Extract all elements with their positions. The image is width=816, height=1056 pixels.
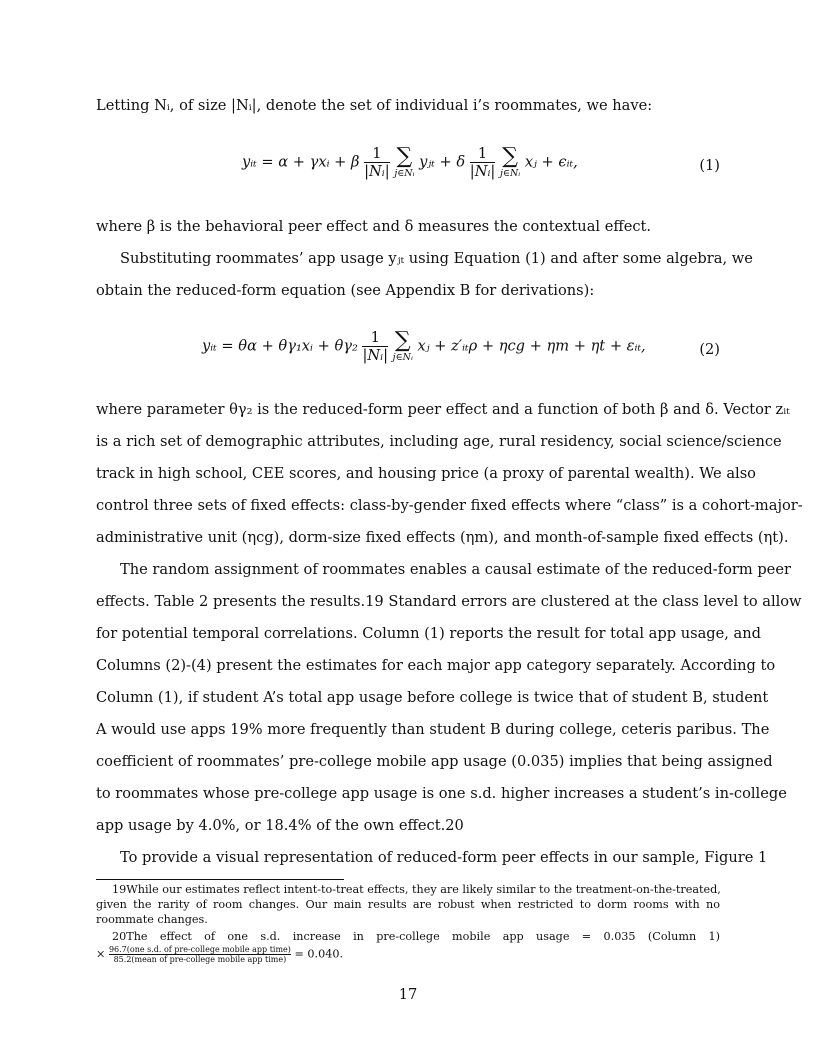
fraction-denominator: |Nᵢ| bbox=[364, 163, 390, 180]
equation-2-number: (2) bbox=[699, 341, 720, 358]
paragraph-line: Columns (2)-(4) present the estimates for each major app category separately. According to bbox=[96, 657, 776, 674]
paragraph-line: obtain the reduced-form equation (see Appendix B for derivations): bbox=[96, 282, 595, 299]
paragraph-line: to roommates whose pre-college app usage is one s.d. higher increases a student’s in-college bbox=[96, 785, 787, 802]
equation-1-body bbox=[242, 145, 578, 180]
equation-1-middle: yⱼₜ + δ bbox=[419, 153, 466, 171]
equation-1-end: xⱼ + ϵᵢₜ, bbox=[524, 153, 578, 171]
equation-2-body bbox=[202, 329, 646, 364]
fraction-denominator: 85.2(mean of pre-college mobile app time) bbox=[113, 955, 287, 964]
equation-1-fraction bbox=[364, 145, 390, 180]
equation-2-lhs: yᵢₜ = θα + θγ₁xᵢ + θγ₂ bbox=[202, 337, 358, 355]
summation-symbol: ∑ j∈Nᵢ bbox=[499, 144, 521, 179]
fraction-numerator: 1 bbox=[362, 329, 388, 347]
fraction-numerator: 1 bbox=[364, 145, 390, 163]
paragraph-line: Substituting roommates’ app usage yⱼₜ using Equation (1) and after some algebra, we bbox=[120, 250, 753, 267]
paragraph-line: effects. Table 2 presents the results.19 Standard errors are clustered at the class level to allow bbox=[96, 593, 802, 610]
summation-index: j∈Nᵢ bbox=[499, 168, 521, 179]
paragraph-line: administrative unit (ηcg), dorm-size fixed effects (ηm), and month-of-sample fixed effects (ηt). bbox=[96, 529, 789, 546]
paragraph-line: coefficient of roommates’ pre-college mobile app usage (0.035) implies that being assigned bbox=[96, 753, 773, 770]
equation-2-fraction bbox=[362, 329, 388, 364]
footnote-19-line: 19While our estimates reflect intent-to-treat effects, they are likely similar to the treatment-on-the-treated, bbox=[112, 883, 721, 896]
paragraph-line: Column (1), if student A’s total app usage before college is twice that of student B, student bbox=[96, 689, 769, 706]
fraction-denominator: |Nᵢ| bbox=[362, 347, 389, 364]
paragraph-line: where β is the behavioral peer effect and δ measures the contextual effect. bbox=[96, 218, 652, 235]
equation-1-number: (1) bbox=[699, 157, 720, 174]
summation-index: j∈Nᵢ bbox=[392, 352, 413, 363]
fraction-numerator: 96.7(one s.d. of pre-college mobile app time) bbox=[108, 945, 291, 954]
paragraph-line: app usage by 4.0%, or 18.4% of the own effect.20 bbox=[96, 817, 464, 834]
footnote-20-result: = 0.040. bbox=[294, 947, 343, 961]
footnote-19-line: roommate changes. bbox=[96, 913, 208, 926]
footnote-rule bbox=[96, 879, 344, 880]
summation-index: j∈Nᵢ bbox=[394, 168, 415, 179]
equation-2-end: xⱼ + z′ᵢₜρ + ηcg + ηm + ηt + εᵢₜ, bbox=[417, 337, 646, 355]
paragraph-line: To provide a visual representation of reduced-form peer effects in our sample, Figure 1 bbox=[120, 849, 768, 866]
times-sign: × bbox=[96, 947, 106, 961]
paragraph-line: The random assignment of roommates enables a causal estimate of the reduced-form peer bbox=[120, 561, 791, 578]
paragraph-line: where parameter θγ₂ is the reduced-form peer effect and a function of both β and δ. Vector zᵢₜ bbox=[96, 401, 790, 418]
equation-2 bbox=[96, 329, 720, 377]
equation-1-fraction-2 bbox=[470, 145, 496, 180]
intro-line: Letting Nᵢ, of size |Nᵢ|, denote the set of individual i’s roommates, we have: bbox=[96, 97, 653, 114]
fraction-denominator: |Nᵢ| bbox=[469, 163, 496, 180]
fraction-numerator: 1 bbox=[470, 145, 496, 163]
footnote-19-line: given the rarity of room changes. Our main results are robust when restricted to dorm rooms with no bbox=[96, 898, 720, 911]
page-number: 17 bbox=[398, 986, 418, 1003]
paragraph-line: for potential temporal correlations. Column (1) reports the result for total app usage, and bbox=[96, 625, 761, 642]
footnote-20-line: 20The effect of one s.d. increase in pre-college mobile app usage = 0.035 (Column 1) bbox=[112, 930, 720, 943]
paragraph-line: is a rich set of demographic attributes, including age, rural residency, social science/science bbox=[96, 433, 782, 450]
equation-1-lhs: yᵢₜ = α + γxᵢ + β bbox=[242, 153, 360, 171]
paragraph-line: control three sets of fixed effects: class-by-gender fixed effects where “class” is a cohort-major- bbox=[96, 497, 803, 514]
footnote-20-formula bbox=[96, 945, 720, 964]
footnote-20-fraction bbox=[109, 945, 291, 964]
summation-symbol: ∑ j∈Nᵢ bbox=[394, 144, 415, 179]
paragraph-line: track in high school, CEE scores, and housing price (a proxy of parental wealth). We also bbox=[96, 465, 756, 482]
paragraph-line: A would use apps 19% more frequently than student B during college, ceteris paribus. The bbox=[96, 721, 770, 738]
summation-symbol: ∑ j∈Nᵢ bbox=[392, 328, 413, 363]
equation-1 bbox=[96, 145, 720, 193]
